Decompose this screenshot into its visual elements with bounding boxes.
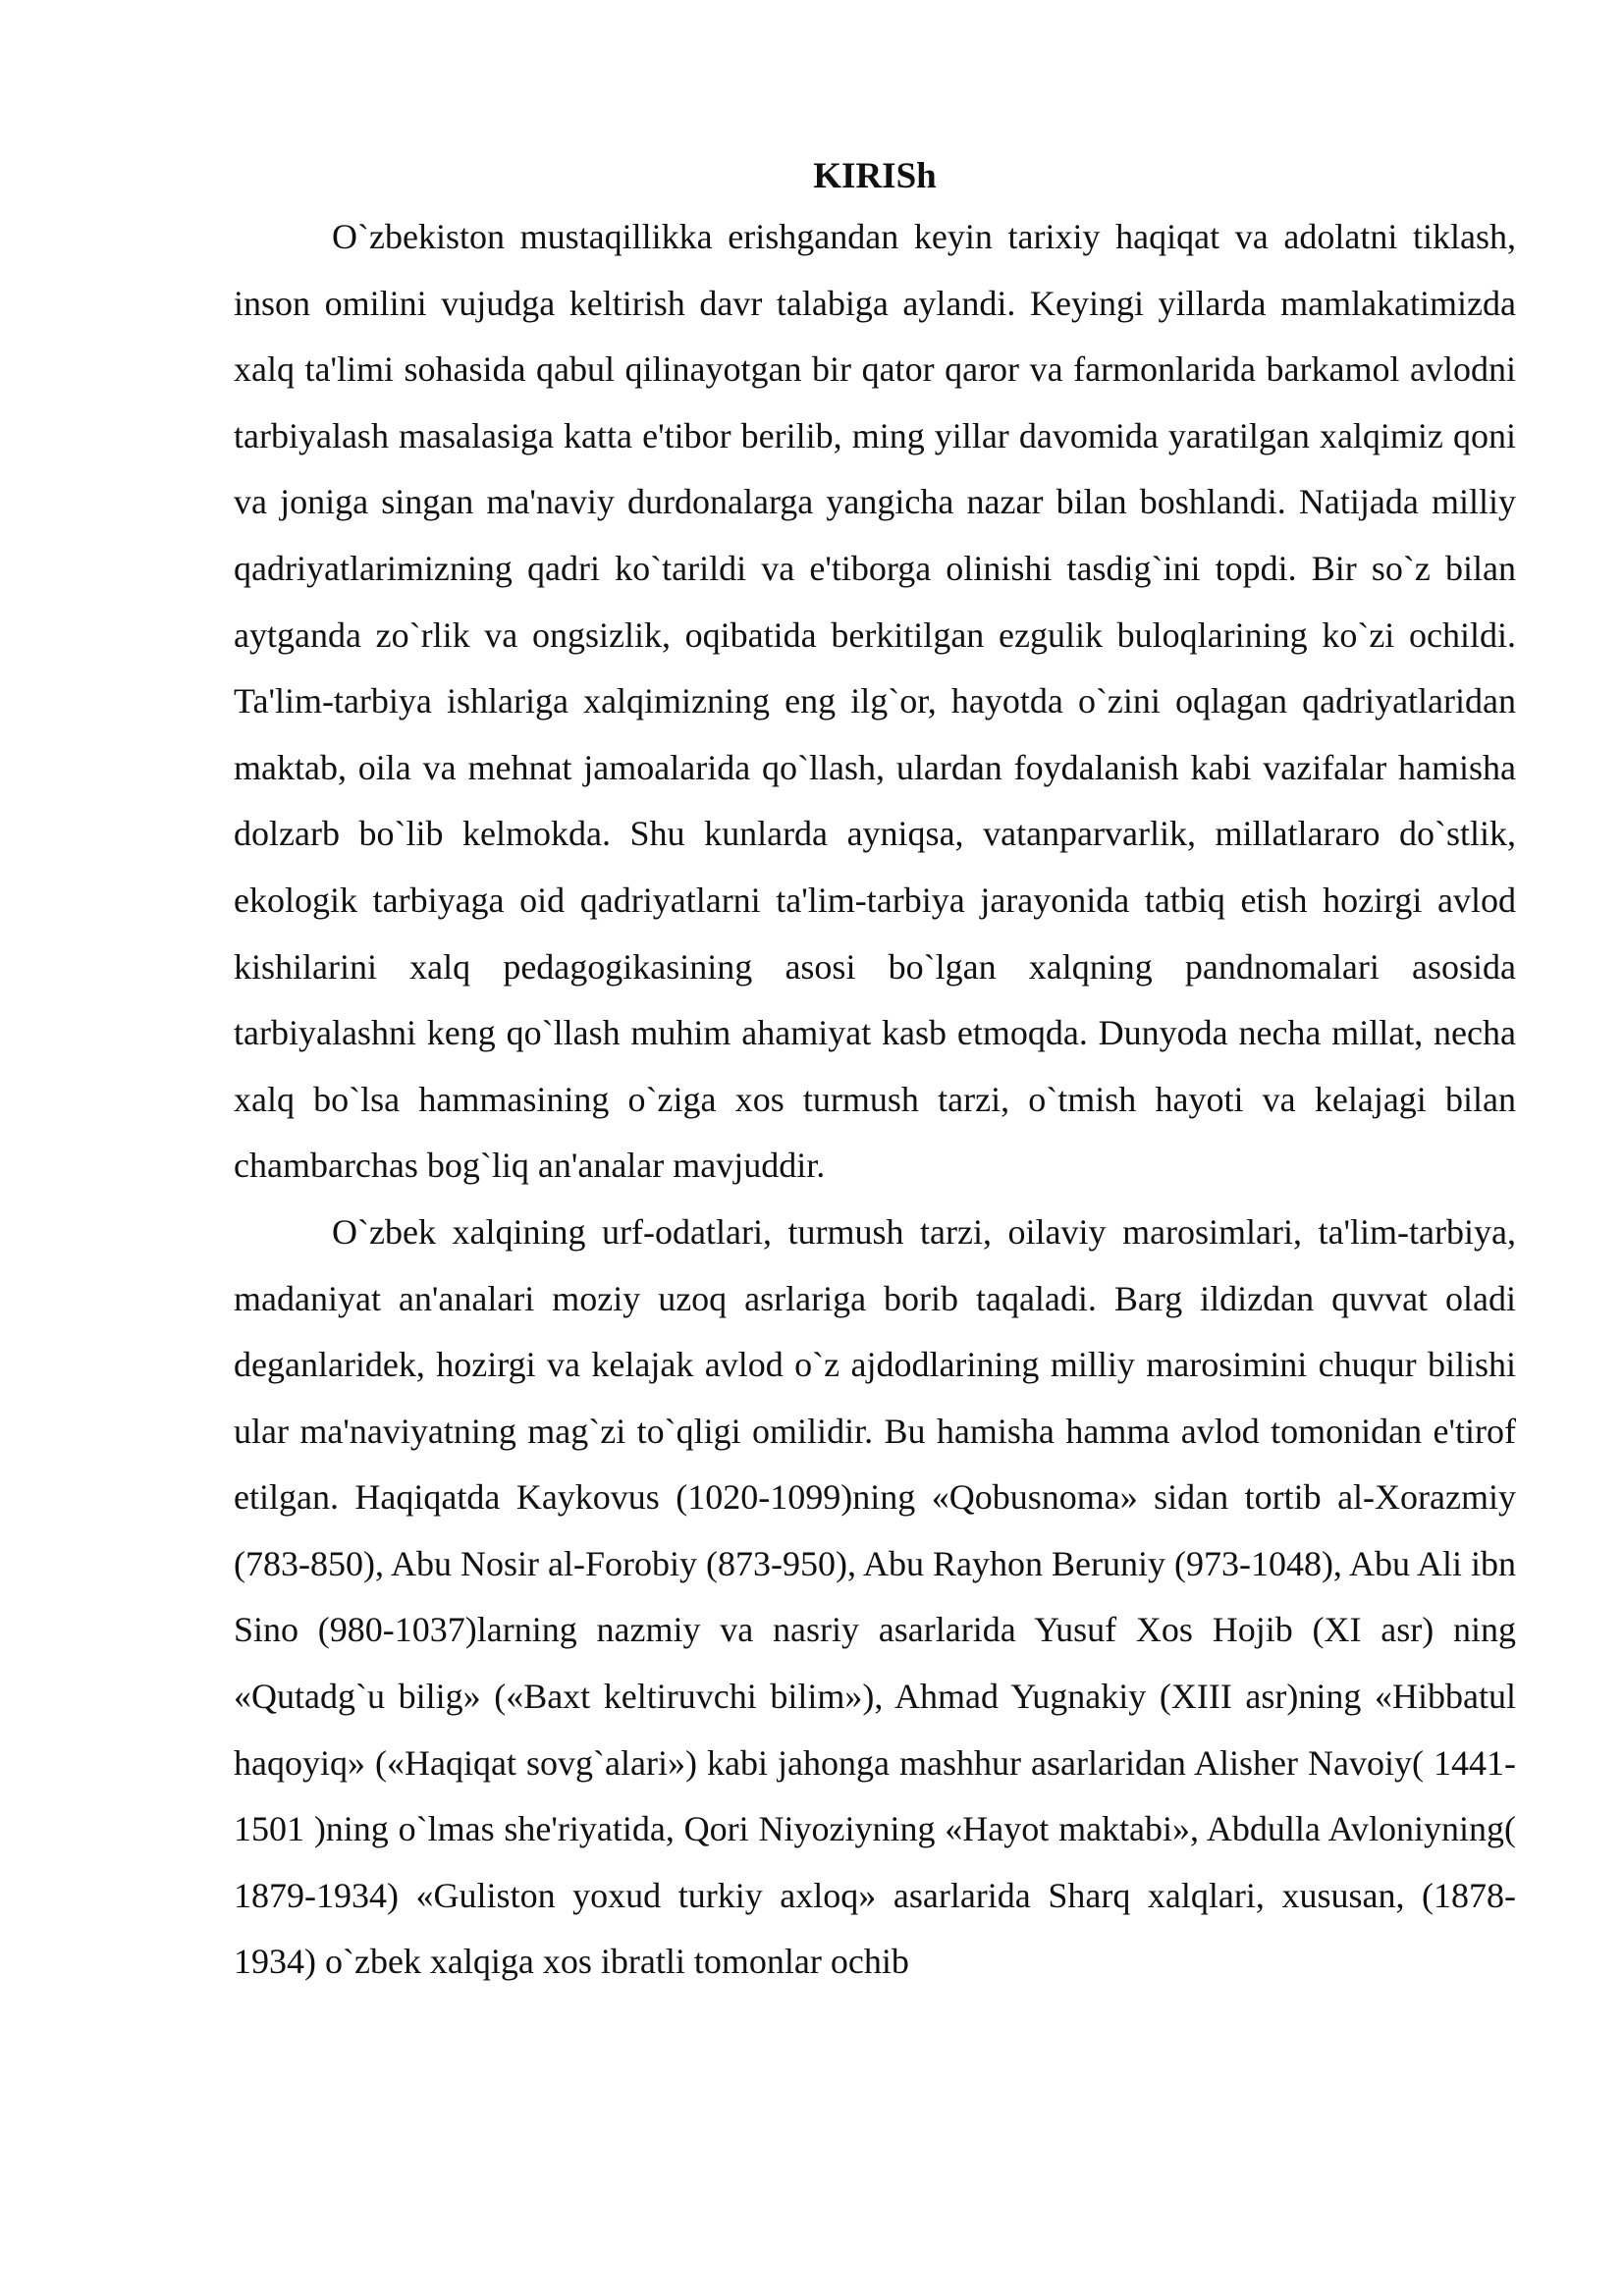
- paragraph-2: O`zbek xalqining urf-odatlari, turmush tarzi, oilaviy marosimlari, ta'lim-tarbiya, madaniyat an'analari moziy uzoq asrlariga borib taqaladi. Barg ildizdan quvvat oladi deganlaridek, hozirgi va kelajak avlod o`z ajdodlarining milliy marosimini chuqur bilishi ular ma'naviyatning mag`zi to`qligi omilidir. Bu hamisha hamma avlod tomonidan e'tirof etilgan. Haqiqatda Kaykovus (1020-1099)ning «Qobusnoma» sidan tortib al-Xorazmiy (783-850), Abu Nosir al-Forobiy (873-950), Abu Rayhon Beruniy (973-1048), Abu Ali ibn Sino (980-1037)larning nazmiy va nasriy asarlarida Yusuf Xos Hojib (XI asr) ning «Qutadg`u bilig» («Baxt keltiruvchi bilim»), Ahmad Yugnakiy (XIII asr)ning «Hibbatul haqoyiq» («Haqiqat sovg`alari») kabi jahonga mashhur asarlaridan Alisher Navoiy( 1441-1501 )ning o`lmas she'riyatida, Qori Niyoziyning «Hayot maktabi», Abdulla Avloniyning( 1879-1934) «Guliston yoxud turkiy axloq» asarlarida Sharq xalqlari, xususan, (1878-1934) o`zbek xalqiga xos ibratli tomonlar ochib: [234, 1211, 1516, 1982]
- document-title: KIRISh: [813, 156, 937, 196]
- document-body: [234, 149, 1516, 1996]
- paragraph-1: O`zbekiston mustaqillikka erishgandan keyin tarixiy haqiqat va adolatni tiklash, inson omilini vujudga keltirish davr talabiga aylandi. Keyingi yillarda mamlakatimizda xalq ta'limi sohasida qabul qilinayotgan bir qator qaror va farmonlarida barkamol avlodni tarbiyalash masalasiga katta e'tibor berilib, ming yillar davomida yaratilgan xalqimiz qoni va joniga singan ma'naviy durdonalarga yangicha nazar bilan boshlandi. Natijada milliy qadriyatlarimizning qadri ko`tarildi va e'tiborga olinishi tasdig`ini topdi. Bir so`z bilan aytganda zo`rlik va ongsizlik, oqibatida berkitilgan ezgulik buloqlarining ko`zi ochildi. Ta'lim-tarbiya ishlariga xalqimizning eng ilg`or, hayotda o`zini oqlagan qadriyatlaridan maktab, oila va mehnat jamoalarida qo`llash, ulardan foydalanish kabi vazifalar hamisha dolzarb bo`lib kelmokda. Shu kunlarda ayniqsa, vatanparvarlik, millatlararo do`stlik, ekologik tarbiyaga oid qadriyatlarni ta'lim-tarbiya jarayonida tatbiq etish hozirgi avlod kishilarini xalq pedagogikasining asosi bo`lgan xalqning pandnomalari asosida tarbiyalashni keng qo`llash muhim ahamiyat kasb etmoqda. Dunyoda necha millat, necha xalq bo`lsa hammasining o`ziga xos turmush tarzi, o`tmish hayoti va kelajagi bilan chambarchas bog`liq an'analar mavjuddir.: [234, 217, 1516, 1186]
